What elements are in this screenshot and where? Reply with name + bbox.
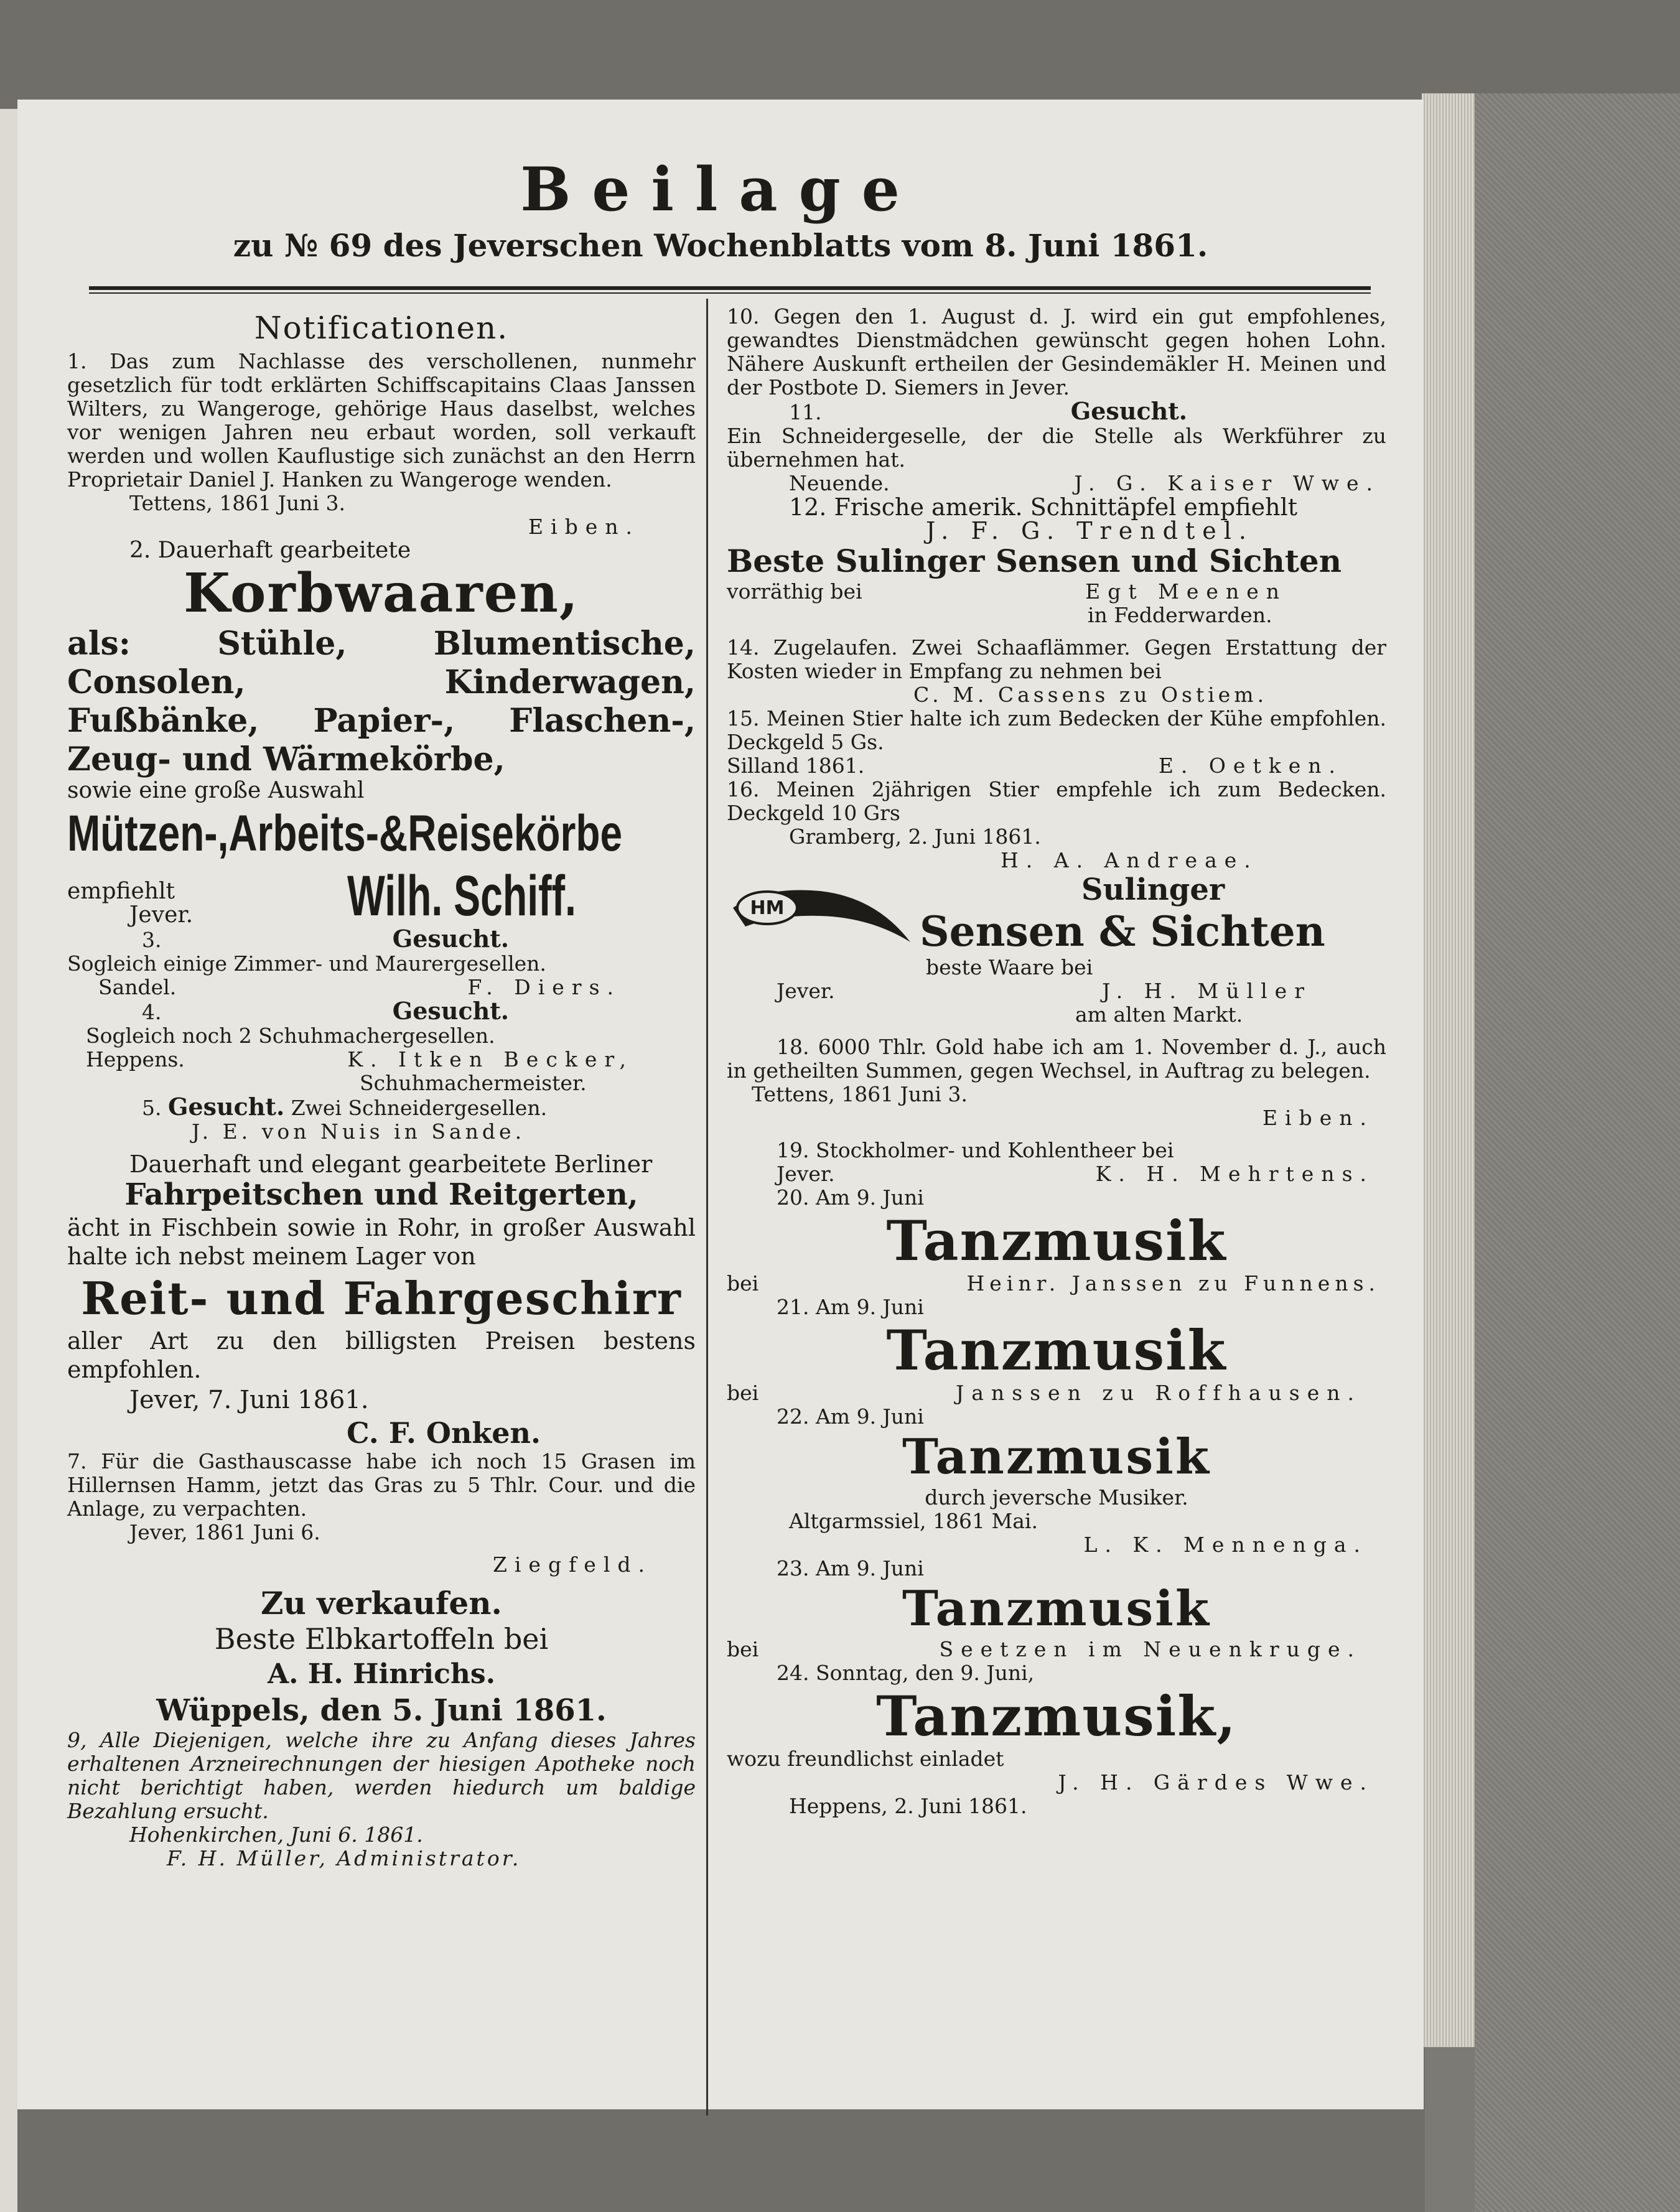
notice-signature-title: Schuhmachermeister. [360,1071,587,1095]
notice-headline: Tanzmusik [886,1318,1227,1383]
notice-text: Ein Schneidergeselle, der die Stelle als Werkführer zu übernehmen hat. [727,424,1386,472]
notice-heading: Gesucht. [392,997,509,1025]
notice-24 [727,1661,1386,1818]
notice-signature: E. Oetken. [1158,754,1343,778]
notice-text: 21. Am 9. Juni [777,1295,924,1319]
notice-place: Altgarmssiel, 1861 Mai. [789,1509,1038,1533]
notice-14 [727,636,1386,707]
notice-text: Sogleich einige Zimmer- und Maurergesellen. [67,951,546,976]
notice-text: 12. Frische amerik. Schnittäpfel empfiehlt [789,493,1297,521]
notice-text: 15. Meinen Stier halte ich zum Bedecken der Kühe empfohlen. Deckgeld 5 Gs. [727,706,1386,754]
notice-place: Jever, 7. Juni 1861. [129,1386,369,1414]
book-cover-board [1475,93,1680,2212]
page-title: Beilage [520,154,921,225]
notice-place: Neuende. [789,471,890,495]
notice-seller: A. H. Hinrichs. [267,1658,496,1690]
notice-5 [67,1095,696,1144]
notice-intro: 2. Dauerhaft gearbeitete [129,538,411,563]
notice-signature: H. A. Andreae. [1001,848,1258,872]
notice-text: 18. 6000 Thlr. Gold habe ich am 1. November d. J., auch in getheilten Summen, gegen Wechsel, in Auftrag zu belegen. [727,1035,1386,1083]
notice-place: Gramberg, 2. Juni 1861. [789,824,1041,849]
notice-heading: Gesucht. [392,925,509,953]
notice-signature-place: in Fedderwarden. [1088,603,1272,627]
notice-signature: Ziegfeld. [492,1552,652,1577]
notice-signature: Wilh. Schiff. [347,864,576,928]
notice-11 [727,399,1386,495]
column-divider [706,299,708,2116]
notice-place: Tettens, 1861 Juni 3. [752,1082,968,1106]
notice-text: 20. Am 9. Juni [777,1185,924,1210]
notice-text: beste Waare bei [926,955,1093,979]
notice-line: sowie eine große Auswahl [67,778,365,803]
notice-17 [727,872,1386,1027]
notice-text: Sogleich noch 2 Schuhmachergesellen. [86,1024,495,1048]
notice-line: durch jeversche Musiker. [925,1485,1188,1510]
page-subtitle: zu № 69 des Jeverschen Wochenblatts vom 8. Juni 1861. [233,227,1208,264]
notice-headline-2: Mützen-,Arbeits-&Reisekörbe [67,805,623,862]
notice-number: 5. [142,1096,162,1120]
notice-19 [727,1139,1386,1186]
notice-line: Beste Elbkartoffeln bei [214,1622,549,1656]
notice-place: Heppens, 2. Juni 1861. [789,1794,1027,1818]
logo-text: HM [750,897,785,919]
notice-signature: J. E. von Nuis in Sande. [192,1119,526,1144]
notice-3 [67,927,696,999]
notice-signature: Janssen zu Roffhausen. [956,1381,1361,1405]
notice-text: 9, Alle Diejenigen, welche ihre zu Anfang dieses Jahres erhaltenen Arzneirechnungen der hiesigen Apotheke noch nicht berichtigt haben, werden hiedurch um baldige Bezahlung ersucht. [67,1728,696,1823]
notice-place: Jever. [777,979,835,1003]
notice-text: 7. Für die Gasthauscasse habe ich noch 15 Grasen im Hillernsen Hamm, jetzt das Gras zu 5 Thlr. Cour. und die Anlage, zu verpachten. [67,1449,696,1521]
notice-bei: bei [727,1271,759,1295]
notice-6 [67,1152,696,1450]
notice-signature: Seetzen im Neuenkruge. [939,1637,1361,1661]
notice-23 [727,1557,1386,1661]
notice-signature: Egt Meenen [1085,579,1287,604]
notice-15 [727,707,1386,778]
notice-number: 11. [789,400,822,424]
notice-2 [67,539,696,927]
notice-signature: J. H. Müller [1102,979,1312,1003]
section-title: Notificationen. [254,310,509,346]
notice-text: Zwei Schneidergesellen. [291,1096,548,1120]
notice-line: Sulinger [1081,872,1225,907]
notice-10 [727,305,1386,399]
notice-20 [727,1186,1386,1295]
notice-place: Sandel. [98,975,177,999]
notice-text: 16. Meinen 2jährigen Stier empfehle ich zum Bedecken. Deckgeld 10 Grs [727,777,1386,825]
notice-16 [727,778,1386,872]
notice-signature: K. Itken Becker, [347,1047,633,1071]
notice-place: Silland 1861. [727,754,865,778]
notice-text: vorräthig bei [727,579,862,604]
notice-signature: Eiben. [528,515,640,539]
header-rule-thin [89,292,1371,294]
right-column [727,305,1386,1818]
notice-place: Jever, 1861 Juni 6. [129,1520,320,1544]
notice-12 [727,495,1386,543]
notice-4 [67,999,696,1095]
notice-signature: J. G. Kaiser Wwe. [1074,471,1380,495]
notice-headline: Fahrpeitschen und Reitgerten, [124,1177,638,1212]
notice-recommend: empfiehlt [67,879,175,904]
notice-text: ächt in Fischbein sowie in Rohr, in großer Auswahl halte ich nebst meinem Lager von [67,1214,696,1270]
notice-signature: C. F. Onken. [346,1416,541,1450]
notice-text: 23. Am 9. Juni [777,1556,924,1580]
notice-intro: Dauerhaft und elegant gearbeitete Berliner [129,1150,653,1178]
notice-8 [67,1585,696,1729]
header-rule [89,286,1371,290]
notice-text: 1. Das zum Nachlasse des verschollenen, nunmehr gesetzlich für todt erklärten Schiffscapitains Claas Janssen Wilters, zu Wangeroge, gehörige Haus daselbst, welches vor wenigen Jahren neu erbaut worden, soll verkauft werden und wollen Kauflustige sich zunächst an den Herrn Proprietair Daniel J. Hanken zu Wangeroge wenden. [67,349,696,492]
notice-text: 10. Gegen den 1. August d. J. wird ein gut empfohlenes, gewandtes Dienstmädchen gewünscht gegen hohen Lohn. Nähere Auskunft ertheilen der Gesindemäkler H. Meinen und der Postbote D. Siemers in Jever. [727,304,1386,399]
notice-headline: Tanzmusik, [876,1684,1237,1748]
notice-place: Jever. [777,1162,835,1186]
notice-number: 3. [142,928,162,952]
notice-22 [727,1405,1386,1557]
notice-9 [67,1729,696,1870]
notice-place: Wüppels, den 5. Juni 1861. [156,1693,607,1728]
notice-heading: Gesucht. [1070,397,1187,425]
newspaper-page [17,100,1424,2109]
notice-signature: Eiben. [1262,1106,1374,1130]
notice-signature: J. H. Gärdes Wwe. [1058,1770,1374,1794]
notice-text: 14. Zugelaufen. Zwei Schaaflämmer. Gegen Erstattung der Kosten wieder in Empfang zu nehmen bei [727,635,1386,683]
scythe-logo-icon [727,880,913,948]
notice-number: 4. [142,1000,162,1024]
notice-signature: C. M. Cassens zu Ostiem. [913,683,1268,707]
notice-heading: Gesucht. [168,1093,285,1121]
notice-headline: Tanzmusik [902,1429,1211,1485]
notice-place: Heppens. [86,1047,185,1071]
notice-7 [67,1450,696,1577]
notice-18 [727,1035,1386,1130]
notice-text-2: aller Art zu den billigsten Preisen bestens empfohlen. [67,1327,696,1383]
notice-signature: F. H. Müller, Administrator. [167,1846,521,1870]
notice-headline: Tanzmusik [902,1580,1211,1637]
notice-21 [727,1295,1386,1405]
notice-headline: Beste Sulinger Sensen und Sichten [727,543,1342,579]
notice-signature: J. F. G. Trendtel. [926,517,1254,544]
masthead [17,156,1424,268]
notice-text: 24. Sonntag, den 9. Juni, [777,1661,1035,1685]
notice-signature-place: am alten Markt. [1075,1002,1243,1027]
notice-line: wozu freundlichst einladet [727,1747,1004,1771]
notice-1 [67,350,696,539]
notice-signature: L. K. Mennenga. [1083,1533,1368,1557]
page-edges [1422,93,1478,2047]
notice-bei: bei [727,1637,759,1661]
notice-headline-2: Reit- und Fahrgeschirr [81,1272,682,1325]
notice-place: Jever. [129,902,194,928]
notice-items: als: Stühle, Blumentische, Consolen, Kinderwagen, Fußbänke, Papier-, Flaschen-, Zeug- und Wärmekörbe, [67,625,696,778]
notice-headline: Sensen & Sichten [920,907,1325,956]
left-column [67,305,696,1870]
notice-text: 19. Stockholmer- und Kohlentheer bei [777,1138,1174,1162]
facing-page-edge [0,109,17,2212]
notice-headline: Korbwaaren, [184,562,579,625]
notice-place: Hohenkirchen, Juni 6. 1861. [129,1822,423,1847]
notice-signature: Heinr. Janssen zu Funnens. [966,1271,1380,1295]
notice-bei: bei [727,1381,759,1405]
notice-signature: F. Diers. [467,975,621,999]
notice-place: Tettens, 1861 Juni 3. [129,491,345,515]
notice-13 [727,543,1386,627]
notice-text: 22. Am 9. Juni [777,1404,924,1429]
notice-headline: Tanzmusik [886,1208,1227,1273]
notice-signature: K. H. Mehrtens. [1095,1162,1374,1186]
notice-heading: Zu verkaufen. [261,1585,502,1622]
